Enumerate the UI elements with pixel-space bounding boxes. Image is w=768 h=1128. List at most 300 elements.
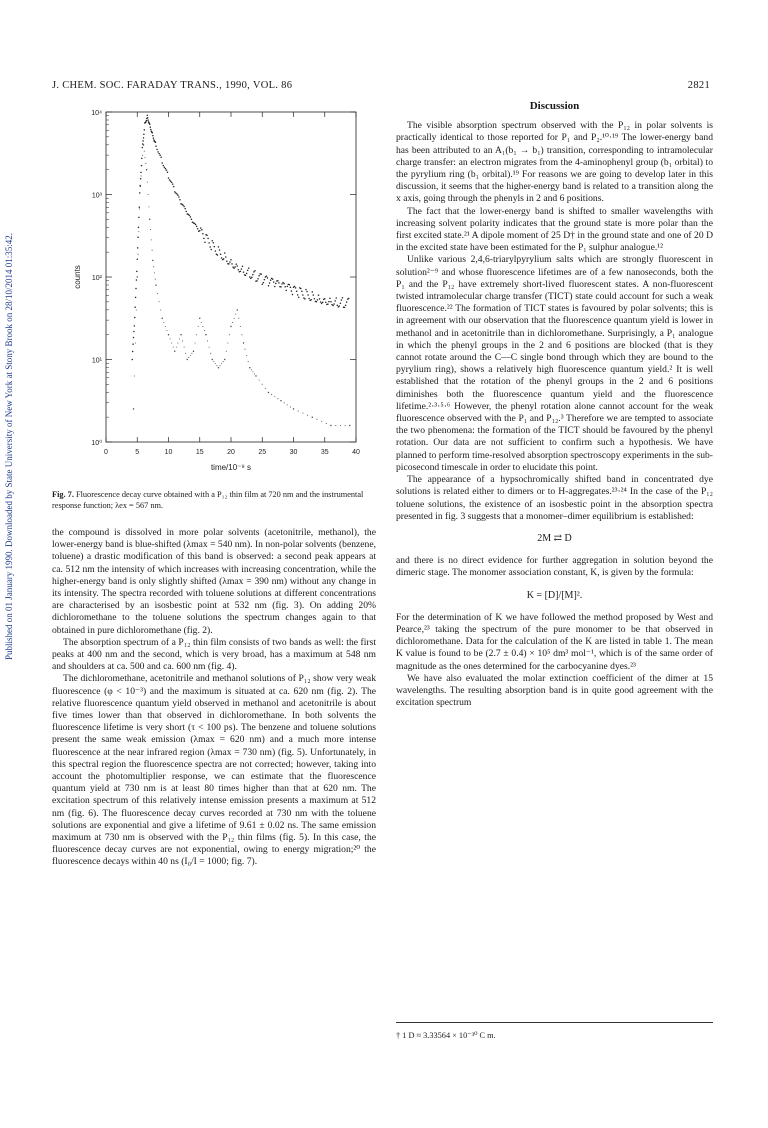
response-point bbox=[212, 359, 213, 360]
response-point bbox=[243, 342, 244, 343]
response-point bbox=[349, 425, 350, 426]
decay-point bbox=[298, 296, 300, 298]
response-point bbox=[139, 208, 140, 209]
decay-point bbox=[285, 290, 287, 292]
decay-point bbox=[346, 301, 348, 303]
decay-point bbox=[199, 230, 201, 232]
decay-point bbox=[291, 290, 293, 292]
response-point bbox=[204, 330, 205, 331]
decay-point bbox=[168, 177, 170, 179]
decay-point bbox=[249, 276, 251, 278]
decay-point bbox=[270, 279, 272, 281]
decay-point bbox=[314, 298, 316, 300]
response-point bbox=[136, 309, 137, 310]
response-point bbox=[170, 338, 171, 339]
y-tick-label: 10² bbox=[91, 275, 102, 282]
response-point bbox=[254, 373, 255, 374]
response-point bbox=[237, 309, 238, 310]
decay-point bbox=[228, 263, 230, 265]
response-point bbox=[152, 260, 153, 261]
response-point bbox=[223, 361, 224, 362]
response-point bbox=[230, 326, 231, 327]
response-point bbox=[252, 371, 253, 372]
decay-point bbox=[250, 278, 252, 280]
decay-point bbox=[147, 117, 149, 119]
decay-point bbox=[179, 199, 181, 201]
decay-point bbox=[283, 283, 285, 285]
caption-label: Fig. 7. bbox=[52, 490, 74, 499]
decay-point bbox=[332, 305, 334, 307]
decay-point bbox=[238, 269, 240, 271]
response-point bbox=[155, 279, 156, 280]
response-point bbox=[198, 326, 199, 327]
decay-point bbox=[137, 237, 139, 239]
decay-point bbox=[296, 291, 298, 293]
decay-point bbox=[164, 167, 166, 169]
decay-point bbox=[318, 294, 320, 296]
response-point bbox=[134, 375, 135, 376]
response-point bbox=[326, 423, 327, 424]
response-point bbox=[216, 365, 217, 366]
decay-point bbox=[241, 268, 243, 270]
response-point bbox=[232, 322, 233, 323]
decay-point bbox=[295, 287, 297, 289]
decay-point bbox=[160, 156, 162, 158]
response-point bbox=[159, 301, 160, 302]
response-point bbox=[176, 347, 177, 348]
response-point bbox=[141, 175, 142, 176]
decay-point bbox=[316, 301, 318, 303]
decay-point bbox=[214, 246, 216, 248]
decay-point bbox=[327, 303, 329, 305]
response-point bbox=[248, 361, 249, 362]
response-point bbox=[185, 353, 186, 354]
response-point bbox=[180, 334, 181, 335]
decay-point bbox=[146, 120, 148, 122]
response-point bbox=[135, 342, 136, 343]
response-point bbox=[188, 357, 189, 358]
decay-point bbox=[256, 280, 258, 282]
decay-point bbox=[245, 274, 247, 276]
decay-point bbox=[230, 259, 232, 261]
decay-point bbox=[145, 121, 147, 123]
response-point bbox=[209, 347, 210, 348]
decay-chart bbox=[58, 100, 368, 470]
y-tick-label: 10⁴ bbox=[91, 110, 102, 117]
response-point bbox=[154, 272, 155, 273]
decay-point bbox=[142, 147, 144, 149]
x-tick-label: 20 bbox=[227, 449, 235, 456]
page-number: 2821 bbox=[687, 80, 710, 91]
response-point bbox=[168, 334, 169, 335]
decay-point bbox=[140, 178, 142, 180]
response-point bbox=[240, 326, 241, 327]
paragraph: Unlike various 2,4,6-triarylpyrylium salts which are strongly fluorescent in solution²⁻⁹ and whose fluorescence lifetimes are of a few nanoseconds, both the P₁ and the P₁₂ have extremely short-lived fluorescent states. A non-fluorescent twisted intramolecular charge transfer (TICT) state could account for such a weak fluorescence.²² The formation of TICT states is favoured by polar solvents; this is in agreement with our observation that the fluorescence quantum yield is lower in methanol and in acetonitrile than in dichloromethane. Surprisingly, a P₁ analogue in which the phenyl groups in the 2 and 6 positions are blocked (that is they cannot rotate around the C—C single bond through which they are bound to the pyrylium ring), shows a relatively high fluorescence quantum yield.² It is well established that the rotation of the phenyl groups in the 2 and 6 positions diminishes both the fluorescence quantum yield and the fluorescence lifetime.²·³·⁵·⁶ However, the phenyl rotation alone cannot account for the weak fluorescence observed with the P₁ and P₁₂.³ Therefore we are tempted to associate the two phenomena: the formation of the TICT should be favoured by the phenyl rotation. Our data are not sufficient to confirm such a hypothesis. We have planned to perform time-resolved absorption spectroscopy experiments in the sub-picosecond timescale in order to elucidate this point. bbox=[396, 254, 713, 473]
decay-point bbox=[234, 266, 236, 268]
decay-point bbox=[133, 337, 135, 339]
response-point bbox=[259, 380, 260, 381]
decay-point bbox=[221, 257, 223, 259]
decay-point bbox=[229, 261, 231, 263]
decay-point bbox=[143, 137, 145, 139]
decay-point bbox=[330, 301, 332, 303]
decay-point bbox=[169, 179, 171, 181]
decay-point bbox=[237, 265, 239, 267]
decay-point bbox=[220, 254, 222, 256]
decay-point bbox=[200, 227, 202, 229]
decay-point bbox=[317, 299, 319, 301]
y-axis-label: counts bbox=[73, 265, 82, 289]
decay-point bbox=[139, 192, 141, 194]
x-tick-label: 10 bbox=[164, 449, 173, 456]
decay-point bbox=[206, 235, 208, 237]
decay-point bbox=[209, 246, 211, 248]
decay-point bbox=[132, 351, 134, 353]
decay-point bbox=[159, 154, 161, 156]
response-point bbox=[165, 326, 166, 327]
decay-point bbox=[328, 301, 330, 303]
response-point bbox=[234, 318, 235, 319]
equation-equilibrium: 2M ⇄ D bbox=[537, 532, 572, 544]
decay-point bbox=[195, 224, 197, 226]
decay-point bbox=[183, 206, 185, 208]
response-point bbox=[174, 351, 175, 352]
x-tick-label: 25 bbox=[258, 449, 267, 456]
decay-point bbox=[215, 250, 217, 252]
decay-point bbox=[273, 281, 275, 283]
decay-point bbox=[275, 283, 277, 285]
decay-point bbox=[189, 214, 191, 216]
paragraph: We have also evaluated the molar extinction coefficient of the dimer at 15 wavelengths. The resulting absorption band is in quite good agreement with the excitation spectrum bbox=[396, 672, 713, 709]
decay-point bbox=[287, 286, 289, 288]
response-point bbox=[293, 408, 294, 409]
response-point bbox=[195, 342, 196, 343]
response-point bbox=[205, 334, 206, 335]
decay-point bbox=[292, 294, 294, 296]
decay-point bbox=[166, 169, 168, 171]
y-tick-label: 10³ bbox=[91, 192, 102, 200]
response-point bbox=[146, 169, 147, 170]
response-point bbox=[302, 413, 303, 414]
response-point bbox=[155, 285, 156, 286]
decay-point bbox=[251, 277, 253, 279]
decay-point bbox=[133, 331, 135, 333]
decay-point bbox=[142, 140, 144, 142]
decay-point bbox=[153, 137, 155, 139]
footnote: † 1 D ≈ 3.33564 × 10⁻³⁰ C m. bbox=[396, 1031, 496, 1040]
decay-point bbox=[274, 286, 276, 288]
response-point bbox=[207, 340, 208, 341]
response-point bbox=[290, 406, 291, 407]
decay-point bbox=[201, 229, 203, 231]
paragraph: The visible absorption spectrum observed with the P₁₂ in polar solvents is practically identical to those reported for P₁ and P₂.¹⁰·¹⁹ The lower-energy band has been attributed to an A₁(b₁ → b₁) transition, corresponding to intramolecular charge transfer: an electron migrates from the 4-aminophenyl group (b₁ orbital) to the pyrylium ring (b₁ orbital).¹⁹ For reasons we are going to develop later in this discussion, it seems that the higher-energy band is related to a transition along the x axis, going through the phenyls in 2 and 6 positions. bbox=[396, 120, 713, 205]
decay-point bbox=[184, 208, 186, 210]
decay-point bbox=[134, 317, 136, 319]
decay-point bbox=[272, 278, 274, 280]
decay-point bbox=[334, 300, 336, 302]
decay-point bbox=[257, 278, 259, 280]
decay-point bbox=[157, 151, 159, 153]
decay-point bbox=[290, 286, 292, 288]
decay-point bbox=[329, 298, 331, 300]
response-point bbox=[307, 415, 308, 416]
response-point bbox=[163, 322, 164, 323]
decay-point bbox=[147, 115, 149, 117]
response-point bbox=[173, 347, 174, 348]
decay-point bbox=[134, 306, 136, 308]
decay-point bbox=[207, 238, 209, 240]
decay-point bbox=[210, 249, 212, 251]
response-point bbox=[191, 353, 192, 354]
decay-point bbox=[305, 289, 307, 291]
decay-point bbox=[140, 172, 142, 174]
response-point bbox=[277, 398, 278, 399]
decay-point bbox=[197, 228, 199, 230]
decay-point bbox=[137, 247, 139, 249]
decay-point bbox=[204, 241, 206, 243]
decay-point bbox=[258, 275, 260, 277]
decay-point bbox=[268, 285, 270, 287]
decay-point bbox=[308, 298, 310, 300]
response-point bbox=[218, 367, 219, 368]
decay-point bbox=[219, 249, 221, 251]
response-point bbox=[202, 326, 203, 327]
decay-point bbox=[147, 119, 149, 121]
decay-point bbox=[134, 325, 136, 327]
decay-point bbox=[260, 273, 262, 275]
decay-point bbox=[132, 343, 134, 345]
response-point bbox=[187, 359, 188, 360]
decay-point bbox=[176, 193, 178, 195]
decay-point bbox=[243, 271, 245, 273]
response-point bbox=[287, 404, 288, 405]
decay-point bbox=[264, 279, 266, 281]
decay-point bbox=[149, 123, 151, 125]
response-point bbox=[148, 194, 149, 195]
response-point bbox=[148, 206, 149, 207]
response-point bbox=[284, 402, 285, 403]
response-point bbox=[298, 411, 299, 412]
decay-point bbox=[150, 129, 152, 131]
watermark-text: Published on 01 January 1990. Downloaded by State University of New York at Stony Brook on 28/10/2014 01:35:42. bbox=[4, 233, 14, 660]
decay-point bbox=[182, 204, 184, 206]
response-point bbox=[246, 355, 247, 356]
response-point bbox=[171, 342, 172, 343]
decay-point bbox=[202, 233, 204, 235]
decay-point bbox=[196, 226, 198, 228]
response-point bbox=[245, 349, 246, 350]
download-watermark bbox=[4, 190, 16, 660]
response-point bbox=[321, 421, 322, 422]
decay-point bbox=[141, 158, 143, 160]
response-point bbox=[221, 363, 222, 364]
decay-point bbox=[163, 165, 165, 167]
decay-point bbox=[320, 301, 322, 303]
decay-point bbox=[144, 129, 146, 131]
decay-point bbox=[226, 260, 228, 262]
running-header-journal: J. CHEM. SOC. FARADAY TRANS., 1990, VOL. 86 bbox=[52, 80, 293, 91]
response-point bbox=[153, 266, 154, 267]
decay-point bbox=[263, 282, 265, 284]
decay-point bbox=[132, 359, 134, 361]
decay-point bbox=[139, 206, 141, 208]
response-point bbox=[235, 314, 236, 315]
response-point bbox=[201, 322, 202, 323]
decay-point bbox=[162, 162, 164, 164]
decay-point bbox=[340, 302, 342, 304]
decay-point bbox=[233, 267, 235, 269]
decay-point bbox=[307, 294, 309, 296]
response-point bbox=[152, 250, 153, 251]
decay-point bbox=[143, 134, 145, 136]
decay-point bbox=[254, 270, 256, 272]
decay-point bbox=[322, 302, 324, 304]
response-point bbox=[133, 408, 134, 409]
response-point bbox=[226, 351, 227, 352]
response-point bbox=[143, 144, 144, 145]
response-point bbox=[138, 231, 139, 232]
response-point bbox=[149, 219, 150, 220]
decay-point bbox=[235, 263, 237, 265]
decay-point bbox=[172, 183, 174, 185]
response-point bbox=[193, 351, 194, 352]
decay-point bbox=[224, 252, 226, 254]
decay-point bbox=[173, 186, 175, 188]
figure-caption bbox=[52, 490, 376, 511]
response-point bbox=[199, 318, 200, 319]
decay-point bbox=[297, 294, 299, 296]
decay-point bbox=[278, 282, 280, 284]
response-point bbox=[157, 293, 158, 294]
response-point bbox=[265, 388, 266, 389]
response-point bbox=[137, 254, 138, 255]
paragraph: The dichloromethane, acetonitrile and methanol solutions of P₁₂ show very weak fluorescence (φ < 10⁻³) and the maximum is situated at ca. 620 nm (fig. 2). The relative fluorescence quantum yield observed in methanol and acetonitrile is about five times lower than that observed in dichloromethane. In both solvents the fluorescence lifetime is very short (τ < 100 ps). The benzene and toluene solutions present the same weak emission (λmax = 620 nm) and a much more intense fluorescence at the near infrared region (λmax = 730 nm) (fig. 5). Unfortunately, in this spectral region the fluorescence spectra are not corrected; however, taking into account the photomultiplier response, we can estimate that the fluorescence quantum yield at 730 nm is at least 80 times higher than that at 620 nm. The excitation spectrum of this relatively intense emission presents a maximum at 512 nm (fig. 6). The fluorescence decay curves recorded at 730 nm with the toluene solutions are exponential and give a lifetime of 9.61 ± 0.02 ns. The same emission maximum at 730 nm is observed with the P₁₂ thin films (fig. 5). In this case, the fluorescence decay curves are not exponential, owing to energy migration;²⁰ the fluorescence decays within 40 ns (I₀/I = 1000; fig. 7). bbox=[52, 673, 376, 868]
response-point bbox=[251, 369, 252, 370]
caption-text: Fluorescence decay curve obtained with a P₁₂ thin film at 720 nm and the instrumental response function; λex = 567 nm. bbox=[52, 490, 364, 510]
decay-point bbox=[212, 240, 214, 242]
equation-association-constant: K = [D]/[M]². bbox=[526, 589, 583, 601]
decay-point bbox=[165, 168, 167, 170]
paragraph: and there is no direct evidence for further aggregation in solution beyond the dimeric stage. The monomer association constant, K, is given by the formula: bbox=[396, 555, 713, 579]
decay-point bbox=[312, 291, 314, 293]
decay-point bbox=[319, 298, 321, 300]
decay-point bbox=[253, 271, 255, 273]
decay-point bbox=[231, 263, 233, 265]
footnote-divider bbox=[396, 1022, 713, 1023]
response-point bbox=[145, 157, 146, 158]
decay-point bbox=[137, 258, 139, 260]
decay-point bbox=[333, 303, 335, 305]
decay-point bbox=[321, 303, 323, 305]
decay-point bbox=[325, 302, 327, 304]
x-tick-label: 30 bbox=[289, 449, 298, 456]
response-point bbox=[330, 425, 331, 426]
decay-point bbox=[240, 271, 242, 273]
response-point bbox=[271, 394, 272, 395]
decay-point bbox=[294, 286, 296, 288]
x-tick-label: 5 bbox=[135, 449, 140, 456]
decay-point bbox=[135, 297, 137, 299]
decay-point bbox=[267, 277, 269, 279]
left-text-column bbox=[52, 527, 376, 869]
paragraph: the compound is dissolved in more polar solvents (acetonitrile, methanol), the lower-energy band is blue-shifted (λmax = 540 nm). In non-polar solvents (benzene, toluene) a drastic modification of this band is observed: a second peak appears at ca. 512 nm the intensity of which increases with increasing concentration, while the higher-energy band is only slightly shifted (λmax = 390 nm) without any change in its intensity. The spectra recorded with toluene solutions at different concentrations are characterised by an isosbestic point at 532 nm (fig. 3). On adding 20% dichloromethane to the toluene solutions the spectrum changes again to that obtained in pure dichloromethane (fig. 2). bbox=[52, 527, 376, 636]
decay-point bbox=[289, 284, 291, 286]
decay-point bbox=[242, 266, 244, 268]
decay-point bbox=[269, 282, 271, 284]
response-point bbox=[142, 155, 143, 156]
right-text-column bbox=[396, 100, 713, 709]
response-point bbox=[312, 417, 313, 418]
decay-point bbox=[262, 283, 264, 285]
decay-point bbox=[345, 304, 347, 306]
response-point bbox=[151, 239, 152, 240]
decay-point bbox=[208, 242, 210, 244]
response-point bbox=[179, 338, 180, 339]
decay-point bbox=[218, 246, 220, 248]
decay-point bbox=[252, 274, 254, 276]
decay-point bbox=[225, 256, 227, 258]
response-point bbox=[262, 384, 263, 385]
decay-point bbox=[217, 254, 219, 256]
x-tick-label: 35 bbox=[320, 449, 329, 456]
response-point bbox=[147, 182, 148, 183]
response-point bbox=[224, 359, 225, 360]
decay-point bbox=[310, 299, 312, 301]
response-point bbox=[141, 165, 142, 166]
figure-7 bbox=[58, 100, 368, 470]
response-point bbox=[144, 151, 145, 152]
decay-point bbox=[324, 298, 326, 300]
paragraph: The fact that the lower-energy band is shifted to smaller wavelengths with increasing solvent polarity indicates that the ground state is more polar than the first excited state.²¹ A dipole moment of 25 D† in the ground state and one of 20 D in the excited state have been estimated for the P₁ sulphur analogue.¹² bbox=[396, 205, 713, 254]
response-point bbox=[160, 309, 161, 310]
decay-point bbox=[136, 279, 138, 281]
paragraph: For the determination of K we have followed the method proposed by West and Pearce,²³ taking the spectrum of the pure monomer to be that observed in dichloromethane. Data for the calculation of the K are listed in table 1. The mean K value is found to be (2.7 ± 0.4) × 10⁵ dm³ mol⁻¹, which is of the same order of magnitude as the ones determined for the carbocyanine dyes.²³ bbox=[396, 611, 713, 672]
response-point bbox=[162, 318, 163, 319]
decay-point bbox=[158, 153, 160, 155]
response-point bbox=[137, 276, 138, 277]
decay-point bbox=[155, 145, 157, 147]
response-point bbox=[215, 363, 216, 364]
response-point bbox=[213, 361, 214, 362]
response-point bbox=[340, 425, 341, 426]
decay-point bbox=[177, 194, 179, 196]
x-axis-label: time/10⁻⁹ s bbox=[210, 463, 252, 472]
response-point bbox=[274, 396, 275, 397]
response-point bbox=[268, 392, 269, 393]
decay-point bbox=[152, 135, 154, 137]
response-point bbox=[227, 342, 228, 343]
decay-point bbox=[280, 286, 282, 288]
decay-point bbox=[277, 280, 279, 282]
decay-point bbox=[170, 180, 172, 182]
x-tick-label: 40 bbox=[352, 449, 360, 456]
decay-point bbox=[348, 298, 350, 300]
response-point bbox=[184, 347, 185, 348]
response-point bbox=[140, 186, 141, 187]
response-point bbox=[255, 375, 256, 376]
response-point bbox=[238, 318, 239, 319]
response-point bbox=[145, 163, 146, 164]
response-point bbox=[316, 419, 317, 420]
decay-point bbox=[191, 219, 193, 221]
decay-point bbox=[150, 126, 152, 128]
decay-point bbox=[341, 299, 343, 301]
x-tick-label: 15 bbox=[195, 449, 204, 456]
x-tick-label: 0 bbox=[104, 449, 108, 456]
decay-point bbox=[281, 283, 283, 285]
decay-point bbox=[223, 258, 225, 260]
response-point bbox=[335, 425, 336, 426]
